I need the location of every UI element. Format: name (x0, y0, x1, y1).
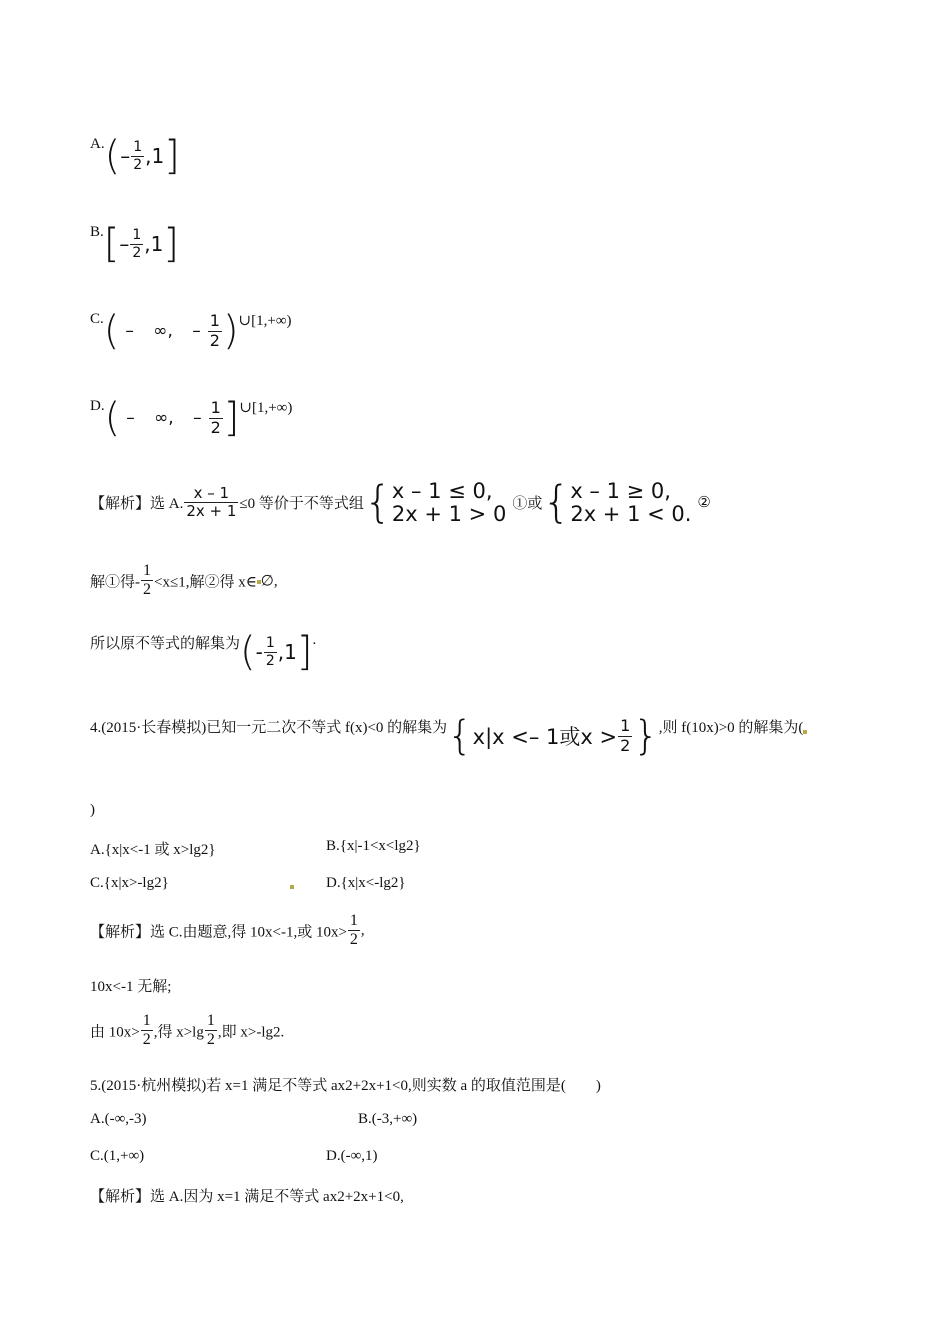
fraction (141, 562, 153, 600)
fraction (618, 717, 632, 755)
denominator: 2 (209, 330, 220, 350)
numerator: 1 (133, 139, 143, 156)
analysis-text: , (360, 922, 365, 939)
close-bracket: ] (223, 395, 240, 441)
numerator: 1 (209, 311, 220, 331)
interval-end: ,1 (144, 232, 164, 256)
open-bracket: [ (103, 221, 120, 267)
denominator: 2 (142, 1031, 151, 1049)
question-text: ,则 f(10x)>0 的解集为( (658, 720, 804, 736)
denominator: 2 (206, 1031, 215, 1049)
option-label: A. (90, 136, 105, 152)
q5-option-d: D.(-∞,1) (326, 1148, 378, 1164)
analysis-text: ,得 x>lg (153, 1024, 204, 1041)
analysis-text: ∅, (260, 573, 278, 590)
marker-text: ①或 (512, 496, 543, 513)
q5-option-a: A.(-∞,-3) (90, 1111, 147, 1127)
question-5-stem: 5.(2015·杭州模拟)若 x=1 满足不等式 ax2+2x+1<0,则实数 a 的取值范围是( ) (90, 1078, 601, 1094)
analysis-text: 【解析】选 C.由题意,得 10x<-1,或 10x> (90, 924, 347, 941)
interval-end: ,1 (277, 640, 297, 664)
question-4-stem (90, 713, 807, 759)
fraction (205, 1012, 217, 1050)
analysis-q3-line2 (90, 562, 278, 600)
numerator: 1 (620, 716, 631, 736)
minus-sign: – (119, 232, 130, 256)
interval-body: – ∞, – (126, 408, 202, 428)
q5-option-b: B.(-3,+∞) (358, 1111, 418, 1127)
numerator: 1 (265, 635, 275, 652)
fraction (130, 227, 143, 260)
q4-option-a: A.{x|x<-1 或 x>lg2} (90, 842, 216, 858)
denominator: 2 (143, 581, 151, 599)
q4-option-c: C.{x|x>-lg2} (90, 875, 169, 891)
option-b (90, 221, 179, 267)
numerator: 1 (132, 227, 142, 244)
minus-sign: - (255, 640, 263, 664)
system-line: x – 1 ≤ 0, (391, 479, 493, 503)
close-bracket: ) (222, 308, 239, 354)
minus-sign: – (120, 144, 131, 168)
question-4-close-paren: ) (90, 802, 95, 818)
q4-analysis-line2: 10x<-1 无解; (90, 979, 172, 995)
denominator: 2 (210, 417, 221, 437)
numerator: 1 (206, 1012, 215, 1029)
q4-analysis-line1 (90, 912, 365, 950)
close-bracket: ] (296, 629, 313, 675)
option-label: B. (90, 224, 104, 240)
analysis-text: 所以原不等式的解集为 (90, 636, 241, 652)
denominator: 2 (620, 735, 631, 755)
inequality-system-2: { x – 1 ≥ 0, 2x + 1 < 0. (542, 476, 692, 528)
denominator: 2 (265, 652, 275, 669)
denominator: 2 (133, 156, 143, 173)
analysis-q3-line3 (90, 629, 317, 675)
denominator: 2 (349, 931, 358, 949)
numerator: 1 (142, 1012, 151, 1029)
system-line: 2x + 1 > 0 (391, 501, 507, 526)
numerator: x – 1 (193, 483, 230, 502)
option-a (90, 133, 180, 179)
option-d (90, 395, 293, 441)
fraction (264, 635, 277, 668)
analysis-text: . (312, 632, 317, 648)
analysis-text: ,即 x>-lg2. (217, 1024, 285, 1041)
numerator: 1 (349, 912, 358, 929)
option-label: C. (90, 311, 104, 327)
open-bracket: ( (104, 395, 121, 441)
open-bracket: ( (103, 308, 120, 354)
open-brace: { (447, 713, 473, 759)
analysis-tag: 【解析】选 A. (90, 496, 184, 513)
q4-option-b: B.{x|-1<x<lg2} (326, 838, 421, 854)
q4-analysis-line3 (90, 1012, 284, 1050)
analysis-text: 解①得- (90, 574, 140, 591)
q5-option-c: C.(1,+∞) (90, 1148, 145, 1164)
q4-option-d: D.{x|x<-lg2} (326, 875, 406, 891)
set-body: x|x <– 1或x > (472, 725, 618, 749)
inequality-system-1: { x – 1 ≤ 0, 2x + 1 > 0 (363, 476, 507, 528)
fraction (131, 139, 144, 172)
open-bracket: ( (104, 133, 121, 179)
numerator: 1 (210, 398, 221, 418)
question-text: 4.(2015·长春模拟)已知一元二次不等式 f(x)<0 的解集为 (90, 720, 448, 736)
open-bracket: ( (240, 629, 256, 675)
close-brace: } (633, 713, 659, 759)
union-tail: ∪[1,+∞) (238, 313, 292, 329)
option-c (90, 308, 292, 354)
fraction (209, 399, 223, 437)
close-bracket: ] (164, 133, 180, 179)
option-label: D. (90, 398, 105, 414)
numerator: 1 (143, 562, 151, 579)
analysis-q3-line1 (90, 476, 711, 528)
close-bracket: ] (163, 221, 179, 267)
analysis-text: <x≤1,解②得 x∈ (154, 574, 257, 591)
q5-analysis: 【解析】选 A.因为 x=1 满足不等式 ax2+2x+1<0, (90, 1189, 404, 1205)
marker-text: ② (697, 495, 711, 512)
interval-body: – ∞, – (125, 321, 201, 341)
system-line: x – 1 ≥ 0, (570, 479, 671, 503)
annotation-dot (803, 730, 807, 734)
union-tail: ∪[1,+∞) (239, 400, 293, 416)
analysis-text: 由 10x> (90, 1024, 140, 1041)
denominator: 2 (132, 244, 142, 261)
fraction (208, 312, 222, 350)
fraction (141, 1012, 153, 1050)
interval-end: ,1 (145, 144, 165, 168)
denominator: 2x + 1 (186, 502, 237, 521)
system-line: 2x + 1 < 0. (570, 501, 692, 526)
analysis-text: ≤0 等价于不等式组 (239, 496, 364, 513)
fraction (348, 912, 360, 950)
annotation-dot (290, 885, 294, 889)
fraction (184, 485, 238, 521)
